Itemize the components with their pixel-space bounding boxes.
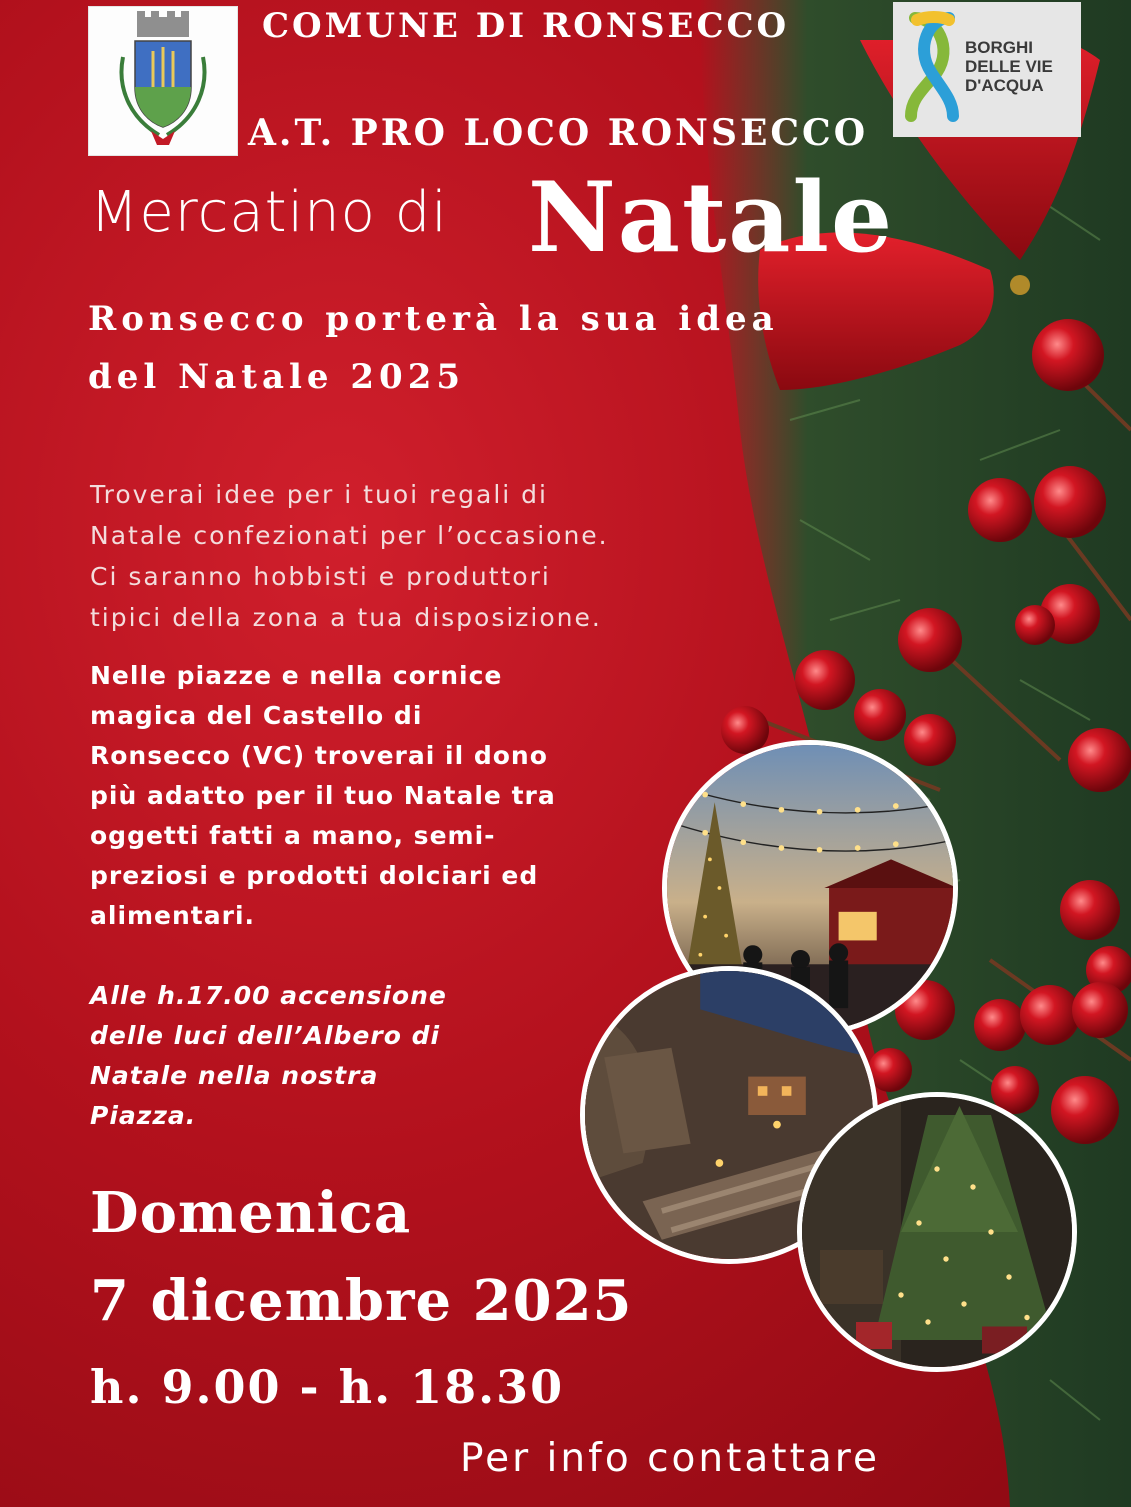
subtitle: [88, 290, 938, 406]
partner-logo: [893, 2, 1081, 137]
lighting-line3: Natale nella nostra: [90, 1061, 379, 1090]
coat-of-arms-icon: [89, 7, 237, 155]
photo-christmas-tree: [797, 1092, 1077, 1372]
event-date: 7 dicembre 2025: [90, 1268, 633, 1334]
details-line6: preziosi e prodotti dolciari ed: [90, 861, 539, 890]
lighting-note: [90, 976, 550, 1136]
partner-line2: DELLE VIE: [965, 57, 1053, 76]
organizer-comune: COMUNE DI RONSECCO: [262, 6, 790, 46]
lighting-line4: Piazza.: [90, 1101, 197, 1130]
description-line2: Natale confezionati per l’occasione.: [90, 521, 609, 550]
description-line4: tipici della zona a tua disposizione.: [90, 603, 602, 632]
description-line3: Ci saranno hobbisti e produttori: [90, 562, 551, 591]
event-hours: h. 9.00 - h. 18.30: [90, 1360, 565, 1414]
details-line5: oggetti fatti a mano, semi-: [90, 821, 496, 850]
details-line2: magica del Castello di: [90, 701, 423, 730]
description: [90, 474, 730, 638]
details-line3: Ronsecco (VC) troverai il dono: [90, 741, 548, 770]
event-day: Domenica: [90, 1180, 412, 1246]
lighting-line2: delle luci dell’Albero di: [90, 1021, 441, 1050]
details: [90, 656, 650, 936]
details-line4: più adatto per il tuo Natale tra: [90, 781, 556, 810]
subtitle-line2: del Natale 2025: [88, 357, 466, 397]
lighting-line1: Alle h.17.00 accensione: [90, 981, 447, 1010]
title-main: Natale: [528, 161, 895, 274]
description-line1: Troverai idee per i tuoi regali di: [90, 480, 548, 509]
borghi-logo-icon: [897, 8, 969, 128]
partner-line1: BORGHI: [965, 38, 1033, 57]
partner-line3: D'ACQUA: [965, 76, 1044, 95]
details-line7: alimentari.: [90, 901, 256, 930]
title-prefix: Mercatino di: [90, 180, 448, 245]
crest-logo: [88, 6, 238, 156]
organizer-pro-loco: A.T. PRO LOCO RONSECCO: [248, 112, 869, 154]
details-line1: Nelle piazze e nella cornice: [90, 661, 503, 690]
contact-label: Per info contattare: [460, 1436, 880, 1481]
subtitle-line1: Ronsecco porterà la sua idea: [88, 299, 779, 339]
